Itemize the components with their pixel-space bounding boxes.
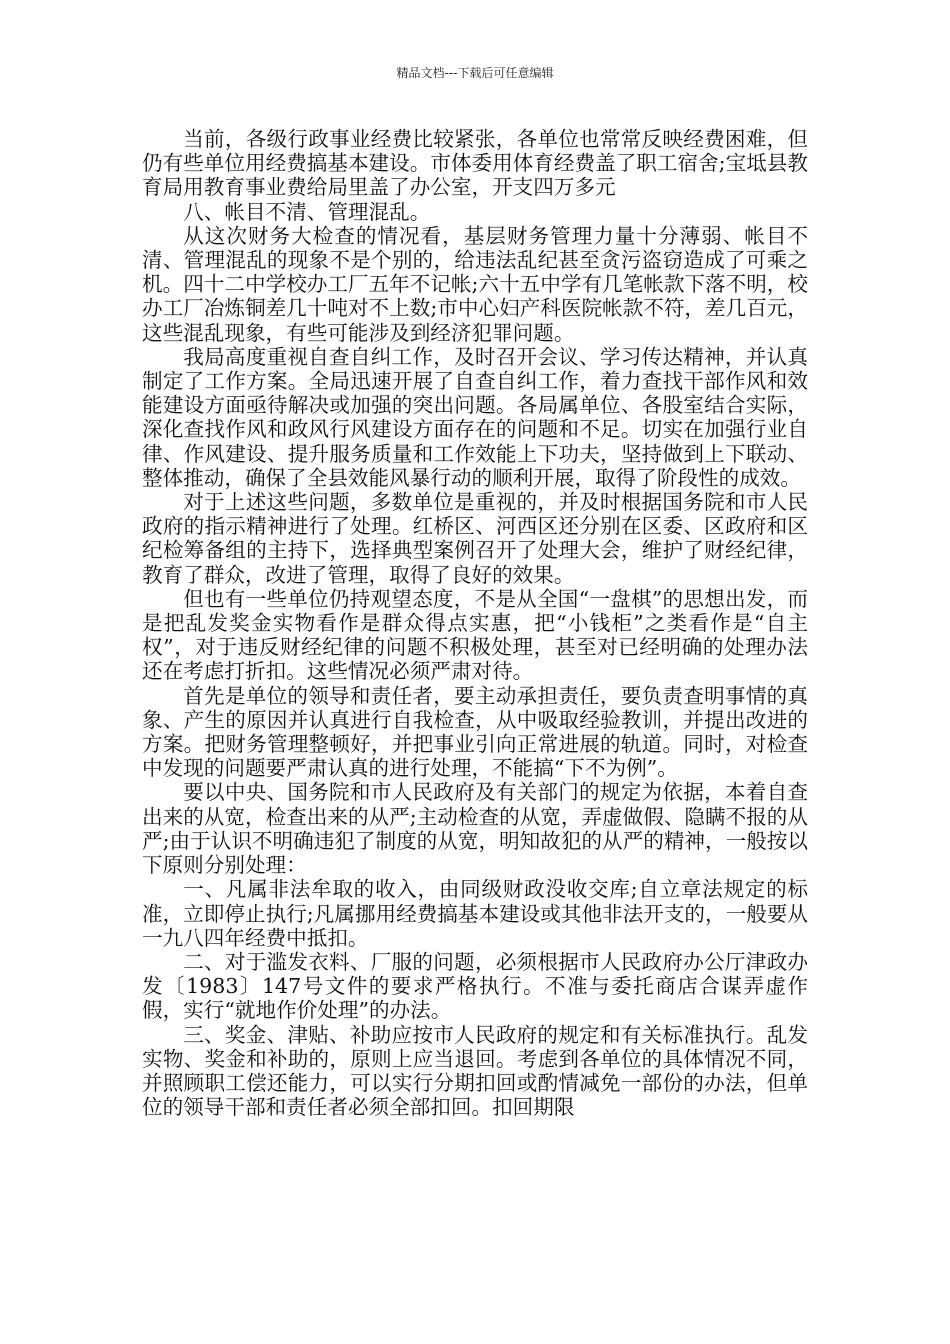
paragraph: 但也有一些单位仍持观望态度，不是从全国“一盘棋”的思想出发，而是把乱发奖金实物看作是群众得点实惠，把“小钱柜”之类看作是“自主权”，对于违反财经纪律的问题不积极处理，甚至对已经明确的处理办法还在考虑打折扣。这些情况必须严肃对待。 [142, 586, 808, 684]
page-header: 精品文档---下载后可任意编辑 [396, 66, 554, 80]
paragraph: 要以中央、国务院和市人民政府及有关部门的规定为依据，本着自查出来的从宽，检查出来的从严;主动检查的从宽，弄虚做假、隐瞒不报的从严;由于认识不明确违犯了制度的从宽，明知故犯的从严的精神，一般按以下原则分别处理： [142, 780, 808, 878]
paragraph: 二、对于滥发衣料、厂服的问题，必须根据市人民政府办公厅津政办发〔1983〕147号文件的要求严格执行。不准与委托商店合谋弄虚作假，实行“就地作价处理”的办法。 [142, 949, 808, 1023]
paragraph: 一、凡属非法牟取的收入，由同级财政没收交库;自立章法规定的标准，立即停止执行;凡属挪用经费搞基本建设或其他非法开支的，一般要从一九八四年经费中抵扣。 [142, 877, 808, 950]
paragraph: 我局高度重视自查自纠工作，及时召开会议、学习传达精神，并认真制定了工作方案。全局迅速开展了自查自纠工作，着力查找干部作风和效能建设方面亟待解决或加强的突出问题。各局属单位、各股室结合实际，深化查找作风和政风行风建设方面存在的问题和不足。切实在加强行业自律、作风建设、提升服务质量和工作效能上下功夫，坚持做到上下联动、整体推动，确保了全县效能风暴行动的顺利开展，取得了阶段性的成效。 [142, 344, 808, 490]
paragraph: 对于上述这些问题，多数单位是重视的，并及时根据国务院和市人民政府的指示精神进行了处理。红桥区、河西区还分别在区委、区政府和区纪检筹备组的主持下，选择典型案例召开了处理大会，维护了财经纪律，教育了群众，改进了管理，取得了良好的效果。 [142, 490, 808, 587]
document-body [142, 127, 808, 1119]
paragraph: 当前，各级行政事业经费比较紧张，各单位也常常反映经费困难，但仍有些单位用经费搞基本建设。市体委用体育经费盖了职工宿舍;宝坻县教育局用教育事业费给局里盖了办公室，开支四万多元 [142, 127, 808, 200]
paragraph: 首先是单位的领导和责任者，要主动承担责任，要负责查明事情的真象、产生的原因并认真进行自我检查，从中吸取经验教训，并提出改进的方案。把财务管理整顿好，并把事业引向正常进展的轨道。同时，对检查中发现的问题要严肃认真的进行处理，不能搞“下不为例”。 [142, 683, 808, 781]
paragraph: 八、帐目不清、管理混乱。 [183, 199, 431, 224]
paragraph: 三、奖金、津贴、补助应按市人民政府的规定和有关标准执行。乱发实物、奖金和补助的，原则上应当退回。考虑到各单位的具体情况不同，并照顾职工偿还能力，可以实行分期扣回或酌情减免一部份的办法，但单位的领导干部和责任者必须全部扣回。扣回期限 [142, 1022, 808, 1120]
paragraph: 从这次财务大检查的情况看，基层财务管理力量十分薄弱、帐目不清、管理混乱的现象不是个别的，给违法乱纪甚至贪污盗窃造成了可乘之机。四十二中学校办工厂五年不记帐;六十五中学有几笔帐款下落不明，校办工厂冶炼铜差几十吨对不上数;市中心妇产科医院帐款不符，差几百元，这些混乱现象，有些可能涉及到经济犯罪问题。 [142, 223, 808, 345]
